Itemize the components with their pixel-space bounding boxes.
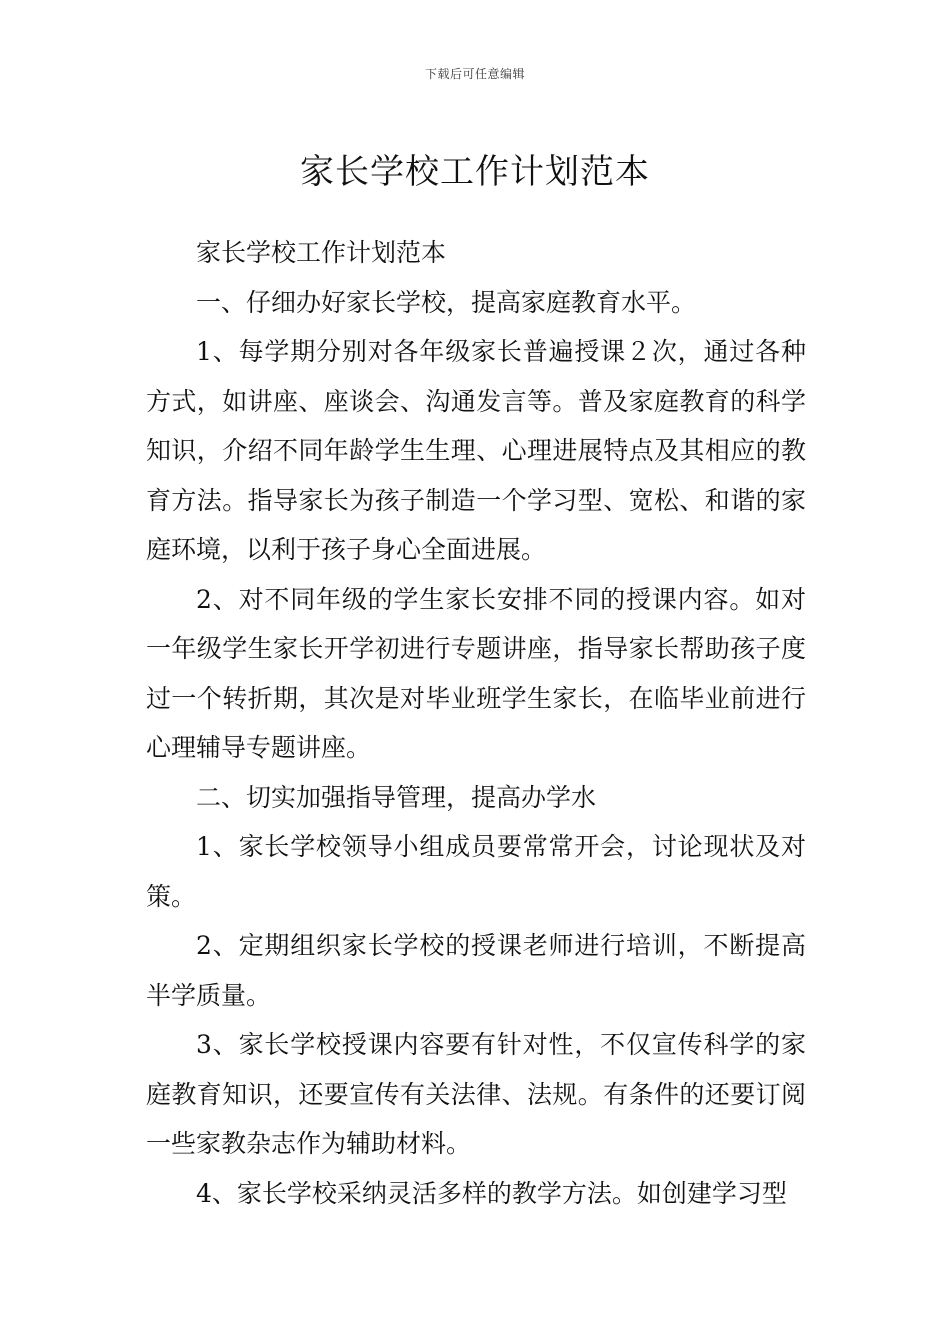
paragraph-item-2-1: 1、家长学校领导小组成员要常常开会，讨论现状及对策。 (146, 832, 806, 911)
document-body (146, 228, 806, 1218)
document-title: 家长学校工作计划范本 (300, 151, 650, 192)
paragraph-item-1-1: 1、每学期分别对各年级家长普遍授课２次，通过各种方式，如讲座、座谈会、沟通发言等。普及家庭教育的科学知识，介绍不同年龄学生生理、心理进展特点及其相应的教育方法。指导家长为孩子制造一个学习型、宽松、和谐的家庭环境，以利于孩子身心全面进展。 (146, 337, 806, 564)
paragraph-subtitle: 家长学校工作计划范本 (196, 238, 447, 267)
paragraph-item-2-2: 2、定期组织家长学校的授课老师进行培训，不断提高半学质量。 (146, 931, 806, 1010)
paragraph-item-2-3: 3、家长学校授课内容要有针对性，不仅宣传科学的家庭教育知识，还要宣传有关法律、法规。有条件的还要订阅一些家教杂志作为辅助材料。 (146, 1030, 806, 1158)
paragraph-item-2-4: 4、家长学校采纳灵活多样的教学方法。如创建学习型 (196, 1178, 787, 1208)
paragraph-section-2-heading: 二、切实加强指导管理，提高办学水 (196, 782, 597, 812)
paragraph-item-1-2: 2、对不同年级的学生家长安排不同的授课内容。如对一年级学生家长开学初进行专题讲座，指导家长帮助孩子度过一个转折期，其次是对毕业班学生家长，在临毕业前进行心理辅导专题讲座。 (146, 584, 806, 762)
paragraph-section-1-heading: 一、仔细办好家长学校，提高家庭教育水平。 (196, 287, 697, 317)
header-note: 下载后可任意编辑 (424, 67, 525, 81)
